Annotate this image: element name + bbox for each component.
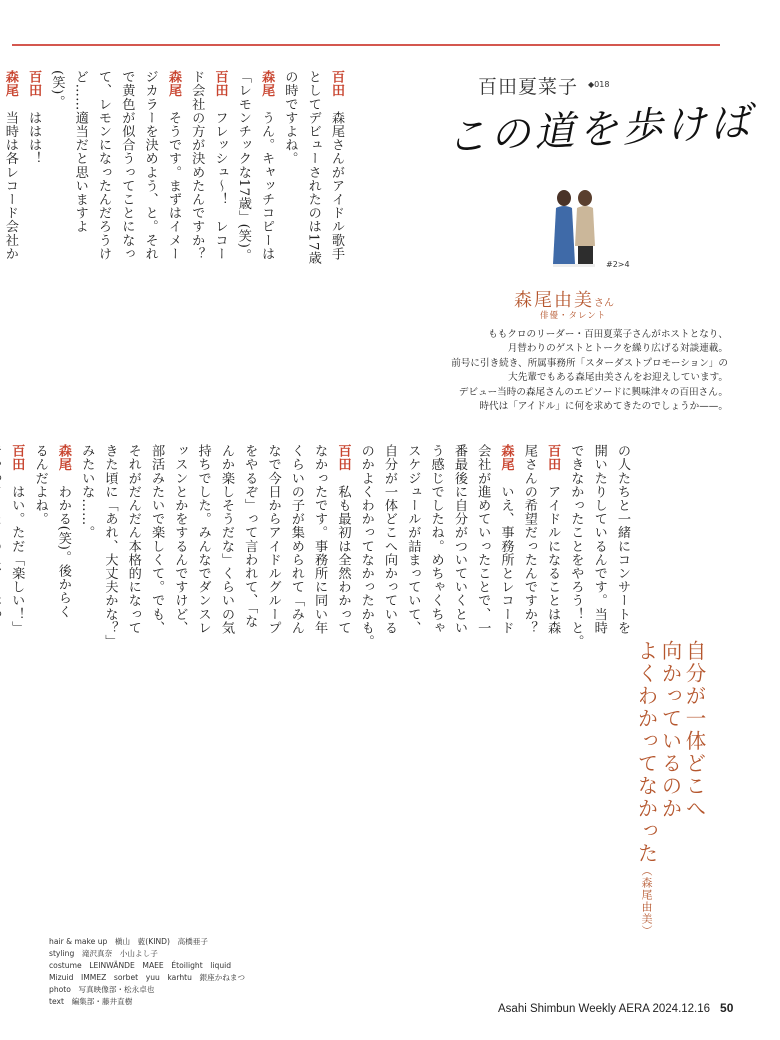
issue-date: 2024.12.16 xyxy=(652,1003,711,1015)
speaker-label: 森尾 xyxy=(165,70,181,111)
dialogue-text: ど……適当だと思いますよ(笑)。 xyxy=(49,70,88,234)
speaker-label: 森尾 xyxy=(498,444,514,485)
dialogue-text: フレッシュ〜！ レコー xyxy=(212,110,228,261)
dialogue-text: くらいの子が集められて「みん xyxy=(288,444,304,635)
lead-line: 時代は「アイドル」に何を求めてきたのでしょうか——。 xyxy=(479,401,728,413)
dialogue-text: 当時は各レコード会社か xyxy=(2,110,18,261)
article-body-lower xyxy=(9,444,634,819)
credit-line: hair & make up 槇山 藍(KIND) 高橋亜子 xyxy=(49,937,208,946)
speaker-label: 森尾 xyxy=(259,70,275,111)
dialogue-text: わかる(笑)。後からく xyxy=(55,484,71,619)
credit-line: styling 滝沢真奈 小山よし子 xyxy=(49,949,158,958)
dialogue-text: 自分が一体どこへ向かっている xyxy=(382,444,398,635)
dialogue-text: ド会社の方が決めたんですか？ xyxy=(189,70,205,261)
credits xyxy=(49,936,245,1008)
series-number-value: 018 xyxy=(594,80,610,89)
dialogue-text: 開いたりしているんです。当時 xyxy=(591,444,607,635)
dialogue-text: ははは！ xyxy=(26,110,42,166)
pull-quote-line: 向かっているのか xyxy=(658,640,682,820)
dialogue-text: 番最後に自分がついていくとい xyxy=(451,444,467,635)
speaker-label: 百田 xyxy=(335,444,351,485)
pull-quote-line: よくわかってなかった xyxy=(634,640,658,865)
speaker-label: 百田 xyxy=(26,70,42,111)
lead-paragraph xyxy=(372,328,728,414)
guest-name-text: 森尾由美 xyxy=(514,290,594,311)
photo-caption: #2>4 xyxy=(606,260,630,269)
dialogue-text: そうです。まずはイメー xyxy=(165,110,181,261)
dialogue-text: それがだんだん本格的になって xyxy=(125,444,141,635)
dialogue-text: 持ちでした。みんなでダンスレ xyxy=(195,444,211,635)
dialogue-text: いえ、事務所とレコード xyxy=(498,484,514,635)
footer xyxy=(498,1001,733,1015)
article-body-upper xyxy=(2,70,348,268)
dialogue-text: るんだよね。 xyxy=(32,444,48,526)
dialogue-text: の人たちと一緒にコンサートを xyxy=(615,444,630,635)
credit-line: costume LEINWÄNDE MAEE Étoilight liquid xyxy=(49,961,232,970)
dialogue-text: なかったです。事務所に同い年 xyxy=(312,444,328,635)
page-number: 50 xyxy=(720,1001,734,1015)
dialogue-text: をやるぞ」って言われて、「な xyxy=(242,444,258,628)
dialogue-text: うん。キャッチコピーは xyxy=(259,110,275,261)
credit-line: photo 写真映像部・松永卓也 xyxy=(49,985,155,994)
dialogue-text: のかよくわかってなかったかも。 xyxy=(358,444,374,648)
dialogue-text: なで今日からアイドルグループ xyxy=(265,444,281,635)
dialogue-text: みたいな……。 xyxy=(79,444,95,540)
lead-line: 前号に引き続き、所属事務所「スターダストプロモーション」の xyxy=(451,357,728,369)
dialogue-text: で黄色が似合うってことになっ xyxy=(119,70,135,261)
dialogue-text: 部活みたいで楽しくて。でも、 xyxy=(149,444,165,635)
lead-line: ももクロのリーダー・百田夏菜子さんがホストとなり、 xyxy=(488,329,728,340)
guest-photo xyxy=(548,184,602,272)
dialogue-text: 森尾さんがアイドル歌手 xyxy=(329,110,344,261)
speaker-label: 森尾 xyxy=(2,70,18,111)
credit-line: text 編集部・藤井直樹 xyxy=(49,997,133,1006)
credit-line: Mizuid IMMEZ sorbet yuu karhtu 銀座かねまつ xyxy=(49,973,246,982)
series-title: この道を歩けば xyxy=(445,98,756,162)
guest-honorific: さん xyxy=(594,298,614,309)
dialogue-text: きた頃に「あれ、大丈夫かな？」 xyxy=(102,444,118,648)
lead-line: 月替わりのゲストとトークを繰り広げる対談連載。 xyxy=(507,343,728,355)
speaker-label: 百田 xyxy=(545,444,561,485)
series-author: 百田夏菜子 xyxy=(478,76,579,98)
dialogue-text: 会社が進めていったことで、一 xyxy=(475,444,491,635)
dialogue-text: スケジュールが詰まっていて、 xyxy=(405,444,421,635)
series-number: ◆018 xyxy=(588,80,610,89)
dialogue-text: の時ですよね。 xyxy=(282,70,298,166)
dialogue-text: できなかったことをやろう！と。 xyxy=(568,444,584,648)
dialogue-text: ッスンとかをするんですけど、 xyxy=(172,444,188,635)
dialogue-text: ジカラーを決めよう、と。それ xyxy=(142,70,158,261)
dialogue-text: アイドルになることは森 xyxy=(545,484,561,635)
dialogue-text: 尾さんの希望だったんですか？ xyxy=(521,444,537,635)
lead-line: 大先輩でもある森尾由美さんをお迎えしています。 xyxy=(508,372,728,384)
dialogue-text: て、レモンになったんだろうけ xyxy=(96,70,112,261)
top-rule xyxy=(12,44,720,46)
lead-line: デビュー当時の森尾さんのエピソードに興味津々の百田さん。 xyxy=(458,386,728,398)
guest-title: 俳優・タレント xyxy=(540,311,607,321)
dialogue-text: んか楽しそうだな」くらいの気 xyxy=(218,444,234,635)
pull-quote-attribution: （森尾由美） xyxy=(640,865,653,937)
speaker-label: 百田 xyxy=(9,444,25,485)
dialogue-text: う感じでしたね。めちゃくちゃ xyxy=(428,444,444,635)
publication-name: Asahi Shimbun Weekly AERA xyxy=(498,1003,650,1015)
pull-quote-line: 自分が一体どこへ xyxy=(682,640,706,820)
dialogue-text: としてデビューされたのは17歳 xyxy=(305,70,321,265)
dialogue-text: 「レモンチックな17歳」(笑)。 xyxy=(235,70,251,262)
pull-quote xyxy=(634,640,706,940)
speaker-label: 百田 xyxy=(212,70,228,111)
dialogue-text xyxy=(0,444,1,634)
dialogue-text: はい。ただ「楽しい！」 xyxy=(9,484,25,635)
speaker-label: 森尾 xyxy=(55,444,71,485)
dialogue-text: 私も最初は全然わかって xyxy=(335,484,351,635)
speaker-label: 百田 xyxy=(329,70,344,111)
